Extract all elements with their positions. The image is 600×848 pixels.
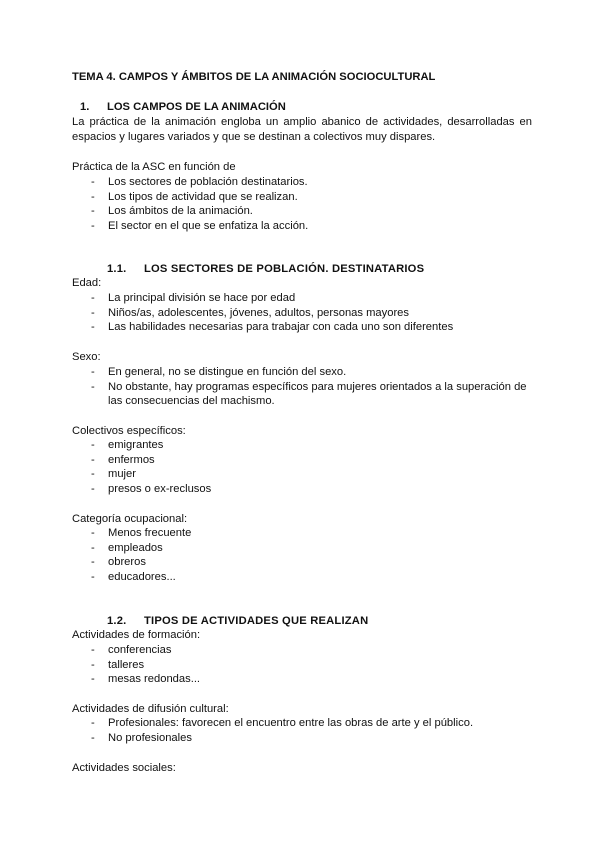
list-item: - obreros	[72, 555, 532, 570]
section-1-1-heading	[72, 262, 532, 277]
list-item: - talleres	[72, 658, 532, 673]
sexo-label: Sexo:	[72, 351, 101, 363]
list-item: - La principal división se hace por edad	[72, 291, 532, 306]
formacion-list	[72, 643, 532, 687]
list-item: - Niños/as, adolescentes, jóvenes, adultos, personas mayores	[72, 306, 532, 321]
list-item: - Los tipos de actividad que se realizan.	[72, 190, 532, 205]
list-item: - mujer	[72, 467, 532, 482]
section-1-intro: Práctica de la ASC en función de	[72, 161, 236, 173]
section-1-list	[72, 175, 532, 233]
section-number: 1.	[80, 101, 90, 113]
list-item: - En general, no se distingue en función del sexo.	[72, 365, 532, 380]
categoria-label: Categoría ocupacional:	[72, 513, 188, 525]
section-title: LOS SECTORES DE POBLACIÓN. DESTINATARIOS	[144, 263, 425, 275]
edad-list	[72, 291, 532, 335]
section-1-heading	[72, 100, 532, 115]
difusion-list	[72, 716, 532, 745]
list-item: - mesas redondas...	[72, 672, 532, 687]
list-item: - Los sectores de población destinatarios.	[72, 175, 532, 190]
colectivos-label: Colectivos específicos:	[72, 425, 186, 437]
categoria-list	[72, 526, 532, 584]
section-number: 1.1.	[107, 263, 127, 275]
list-item: - empleados	[72, 541, 532, 556]
section-1-paragraph: La práctica de la animación engloba un amplio abanico de actividades, desarrolladas en espacios y lugares variados y que se destinan a colectivos muy dispares.	[72, 116, 532, 143]
difusion-label: Actividades de difusión cultural:	[72, 703, 229, 715]
sociales-label: Actividades sociales:	[72, 762, 176, 774]
list-item: - No profesionales	[72, 731, 532, 746]
section-title: LOS CAMPOS DE LA ANIMACIÓN	[107, 101, 286, 113]
sexo-list	[72, 365, 532, 409]
list-item: - enfermos	[72, 453, 532, 468]
section-title: TIPOS DE ACTIVIDADES QUE REALIZAN	[144, 615, 369, 627]
formacion-label: Actividades de formación:	[72, 629, 201, 641]
list-item: - emigrantes	[72, 438, 532, 453]
list-item: - Profesionales: favorecen el encuentro entre las obras de arte y el público.	[72, 716, 532, 731]
list-item: - educadores...	[72, 570, 532, 585]
edad-label: Edad:	[72, 277, 102, 289]
section-number: 1.2.	[107, 615, 127, 627]
list-item: - Las habilidades necesarias para trabajar con cada uno son diferentes	[72, 320, 532, 335]
list-item: - conferencias	[72, 643, 532, 658]
list-item: - El sector en el que se enfatiza la acción.	[72, 219, 532, 234]
section-1-2-heading	[72, 614, 532, 629]
list-item: - No obstante, hay programas específicos para mujeres orientados a la superación de las consecuencias del machismo.	[72, 380, 532, 409]
colectivos-list	[72, 438, 532, 496]
list-item: - presos o ex-reclusos	[72, 482, 532, 497]
list-item: - Los ámbitos de la animación.	[72, 204, 532, 219]
list-item: - Menos frecuente	[72, 526, 532, 541]
document-title: TEMA 4. CAMPOS Y ÁMBITOS DE LA ANIMACIÓN SOCIOCULTURAL	[72, 71, 436, 83]
